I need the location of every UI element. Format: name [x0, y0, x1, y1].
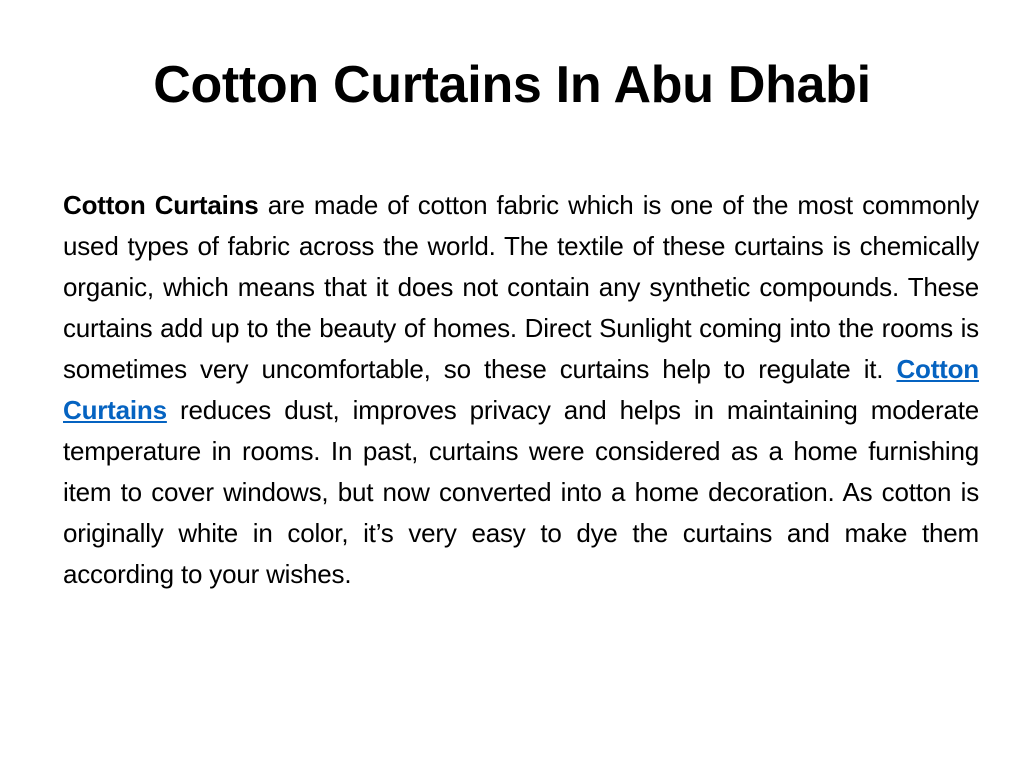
lead-bold-text: Cotton Curtains: [63, 190, 259, 220]
cotton-curtains-link[interactable]: Cotton Curtains: [63, 354, 979, 425]
body-paragraph: [63, 185, 979, 595]
paragraph-text-1: are made of cotton fabric which is one of the most commonly used types of fabric across the world. The textile of these curtains is chemically organic, which means that it does not contain any synthetic compounds. These curtains add up to the beauty of homes. Direct Sunlight coming into the rooms is sometimes very uncomfortable, so these curtains help to regulate it.: [63, 190, 979, 384]
slide-title: Cotton Curtains In Abu Dhabi: [153, 56, 871, 114]
paragraph-text-2: reduces dust, improves privacy and helps in maintaining moderate temperature in rooms. In past, curtains were considered as a home furnishing item to cover windows, but now converted into a home decoration. As cotton is originally white in color, it’s very easy to dye the curtains and make them according to your wishes.: [63, 395, 979, 589]
